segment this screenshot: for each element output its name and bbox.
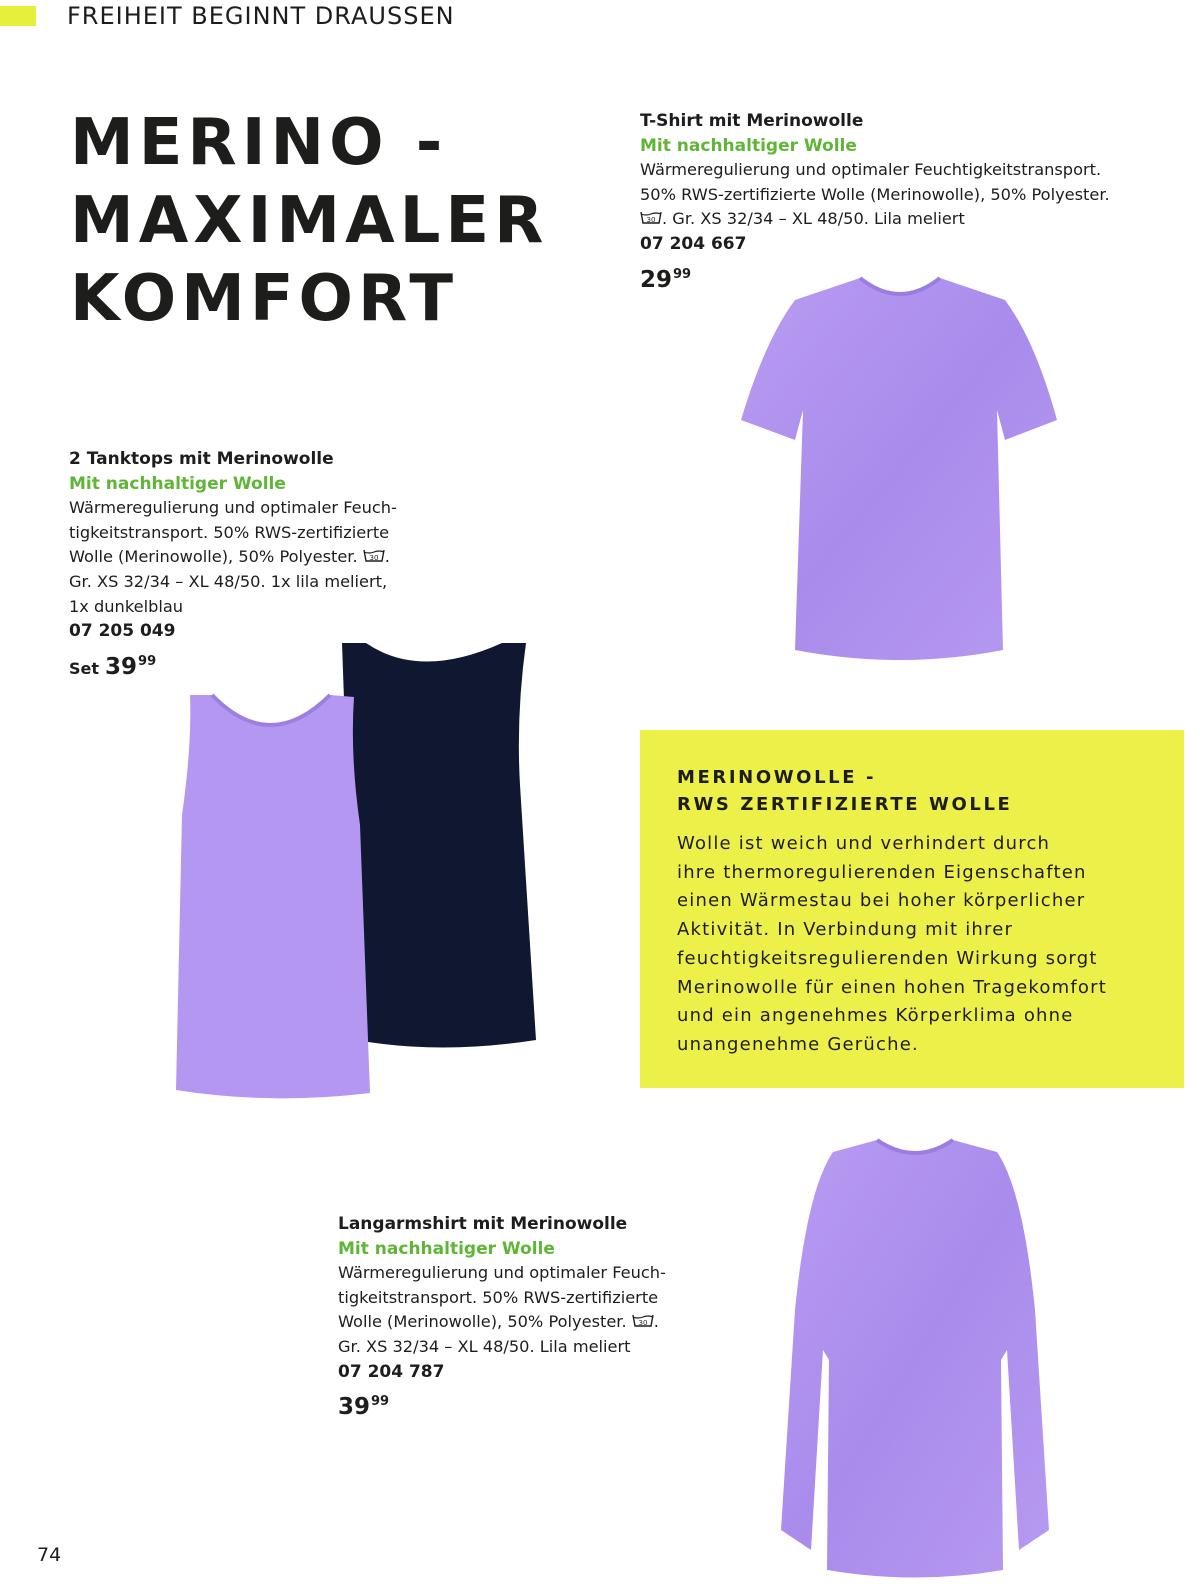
- info-text-line: feuchtigkeitsregulierenden Wirkung sorgt: [677, 947, 1098, 969]
- info-title-line: MERINOWOLLE -: [677, 767, 877, 788]
- price-main: 39: [338, 1394, 371, 1421]
- price-main: 39: [105, 653, 138, 680]
- wash-30-icon: [363, 546, 385, 563]
- tshirt-image: [735, 270, 1065, 670]
- page-number: 74: [37, 1544, 62, 1566]
- info-box: [640, 730, 1184, 1088]
- section-title: FREIHEIT BEGINNT DRAUSSEN: [67, 2, 455, 30]
- product-longsleeve: [338, 1212, 666, 1420]
- info-text-line: einen Wärmestau bei hoher körperlicher: [677, 890, 1086, 912]
- info-text-line: Merinowolle für einen hohen Tragekomfort: [677, 976, 1107, 998]
- header-accent-bar: [0, 6, 36, 26]
- info-text-line: Aktivität. In Verbindung mit ihrer: [677, 919, 1014, 941]
- description-line: Gr. XS 32/34 – XL 48/50. 1x lila meliert,: [69, 571, 388, 591]
- price: [338, 1390, 666, 1420]
- product-name: Langarmshirt mit Merinowolle: [338, 1214, 628, 1234]
- info-title-line: RWS ZERTIFIZIERTE WOLLE: [677, 794, 1013, 815]
- sustainability-label: Mit nachhaltiger Wolle: [640, 135, 857, 156]
- sustainability-label: Mit nachhaltiger Wolle: [338, 1238, 555, 1259]
- price-cents: 99: [673, 266, 692, 282]
- product-description: [338, 1261, 666, 1359]
- sustainability-label: Mit nachhaltiger Wolle: [69, 473, 286, 494]
- info-box-text: [677, 830, 1107, 1060]
- description-line: tigkeitstransport. 50% RWS-zertifizierte: [338, 1287, 659, 1307]
- wash-30-icon: [632, 1311, 654, 1328]
- description-line: Wolle (Merinowolle), 50% Polyester. 30 .: [338, 1312, 659, 1332]
- description-line: 30 . Gr. XS 32/34 – XL 48/50. Lila meliert: [640, 207, 1110, 232]
- description-line: 50% RWS-zertifizierte Wolle (Merinowolle), 50% Polyester.: [640, 184, 1110, 204]
- description-line: Wärmeregulierung und optimaler Feuchtigkeitstransport.: [640, 160, 1102, 180]
- price-main: 29: [640, 266, 673, 293]
- description-line: Wärmeregulierung und optimaler Feuch-: [69, 498, 397, 518]
- product-tshirt: [640, 109, 1110, 292]
- product-description: [640, 158, 1110, 232]
- headline-line-3: KOMFORT: [70, 262, 458, 336]
- info-box-title: [677, 764, 1012, 818]
- info-text-line: unangenehme Gerüche.: [677, 1033, 919, 1055]
- article-number: 07 205 049: [69, 621, 176, 642]
- description-line: Wärmeregulierung und optimaler Feuch-: [338, 1263, 666, 1283]
- article-number: 07 204 667: [640, 233, 747, 254]
- price-cents: 99: [138, 653, 157, 669]
- description-line: Wolle (Merinowolle), 50% Polyester. 30 .: [69, 547, 390, 567]
- product-description: [69, 496, 397, 619]
- wash-30-icon: [640, 208, 662, 225]
- tanktops-image: [170, 635, 540, 1105]
- price-prefix: Set: [69, 658, 100, 678]
- info-text-line: und ein angenehmes Körperklima ohne: [677, 1005, 1074, 1027]
- info-text-line: Wolle ist weich und verhindert durch: [677, 833, 1051, 854]
- description-line: tigkeitstransport. 50% RWS-zertifizierte: [69, 522, 390, 542]
- svg-text:30: 30: [369, 554, 379, 563]
- svg-text:30: 30: [638, 1319, 648, 1328]
- page-headline: [70, 104, 548, 338]
- article-number: 07 204 787: [338, 1361, 445, 1382]
- longsleeve-image: [725, 1130, 1105, 1580]
- product-name: T-Shirt mit Merinowolle: [640, 111, 864, 131]
- description-line: 1x dunkelblau: [69, 596, 184, 616]
- headline-line-2: MAXIMALER: [70, 184, 549, 258]
- svg-text:30: 30: [646, 216, 656, 225]
- description-line: Gr. XS 32/34 – XL 48/50. Lila meliert: [338, 1336, 631, 1356]
- headline-line-1: MERINO -: [70, 106, 448, 180]
- info-text-line: ihre thermoregulierenden Eigenschaften: [677, 861, 1087, 883]
- price-cents: 99: [371, 1394, 390, 1410]
- product-name: 2 Tanktops mit Merinowolle: [69, 449, 334, 469]
